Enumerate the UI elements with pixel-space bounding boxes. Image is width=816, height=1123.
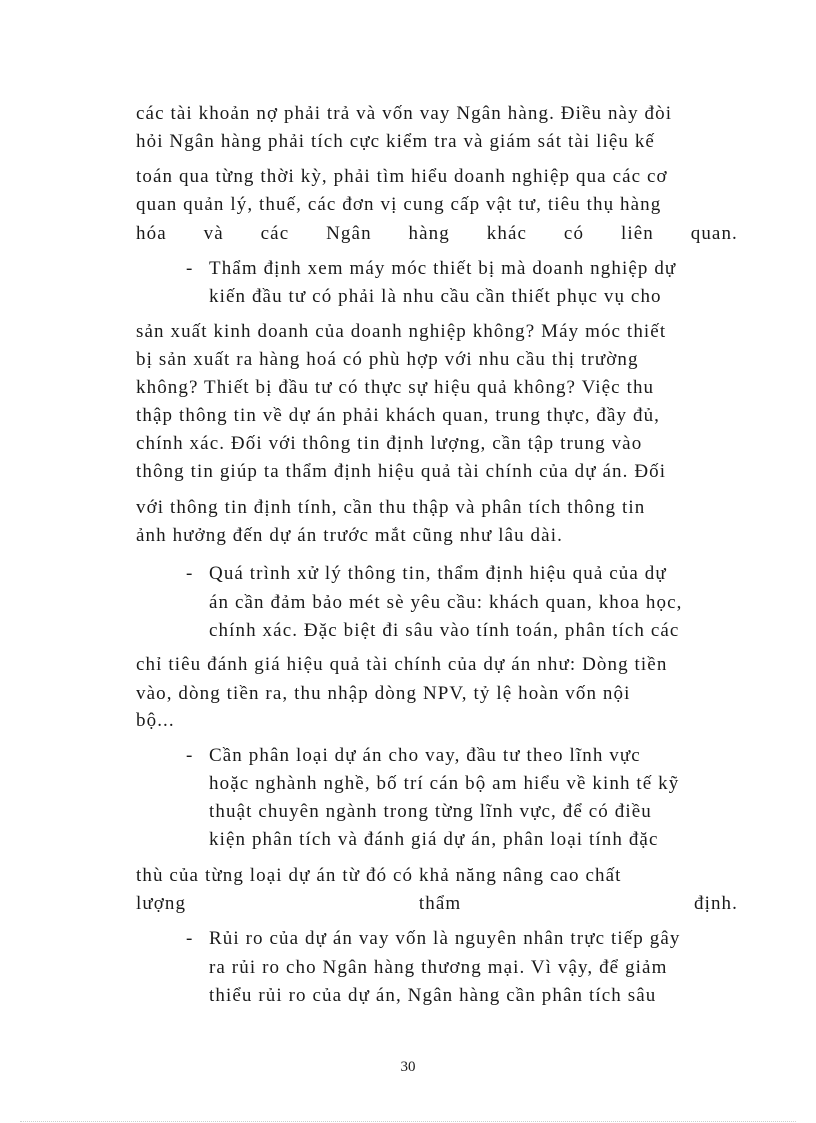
body-text-line: thông tin giúp ta thẩm định hiệu quả tài chính của dự án. Đối [136, 461, 667, 482]
body-text-line: không? Thiết bị đầu tư có thực sự hiệu quả không? Việc thu [136, 377, 655, 398]
body-text-line: chỉ tiêu đánh giá hiệu quả tài chính của dự án như: Dòng tiền [136, 654, 668, 675]
body-text-line: ảnh hưởng đến dự án trước mắt cũng như lâu dài. [136, 525, 563, 546]
bullet-text-line: kiện phân tích và đánh giá dự án, phân loại tính đặc [209, 829, 659, 850]
body-text-line: bị sản xuất ra hàng hoá có phù hợp với nhu cầu thị trường [136, 349, 639, 370]
body-text-line: bộ... [136, 710, 175, 731]
bullet-text-line: chính xác. Đặc biệt đi sâu vào tính toán, phân tích các [209, 620, 680, 641]
body-text-line: chính xác. Đối với thông tin định lượng, cần tập trung vào [136, 433, 643, 454]
word: khác [486, 223, 528, 244]
justified-last-line [136, 220, 738, 248]
body-text-line: sản xuất kinh doanh của doanh nghiệp không? Máy móc thiết [136, 321, 667, 342]
word: hóa [136, 223, 167, 244]
bullet-text-line: Thẩm định xem máy móc thiết bị mà doanh nghiệp dự [209, 258, 677, 279]
word: định. [693, 893, 738, 914]
word: hàng [408, 223, 450, 244]
word: và [203, 223, 224, 244]
bullet-text-line: hoặc nghành nghề, bố trí cán bộ am hiểu về kinh tế kỹ [209, 773, 680, 794]
bullet-text-line: án cần đảm bảo mét sè yêu cầu: khách quan, khoa học, [209, 592, 683, 613]
bullet-text-line: thuật chuyên ngành trong từng lĩnh vực, để có điều [209, 801, 652, 822]
word: quan. [690, 223, 738, 244]
page-number: 30 [400, 1059, 416, 1075]
bullet-text-line: kiến đầu tư có phải là nhu cầu cần thiết phục vụ cho [209, 286, 662, 307]
body-text-line: toán qua từng thời kỳ, phải tìm hiểu doanh nghiệp qua các cơ [136, 166, 668, 187]
body-text-line: hỏi Ngân hàng phải tích cực kiểm tra và giám sát tài liệu kế [136, 131, 655, 152]
bullet-text-line: Rủi ro của dự án vay vốn là nguyên nhân trực tiếp gây [209, 928, 681, 949]
body-text-line: thù của từng loại dự án từ đó có khả năng nâng cao chất [136, 865, 622, 886]
bullet-text-line: thiểu rủi ro của dự án, Ngân hàng cần phân tích sâu [209, 985, 657, 1006]
word: có [563, 223, 585, 244]
page-bottom-border [20, 1121, 796, 1122]
bullet-dash: - [186, 745, 193, 766]
word: lượng [136, 893, 187, 914]
bullet-text-line: Cần phân loại dự án cho vay, đầu tư theo lĩnh vực [209, 745, 641, 766]
word: thẩm [418, 893, 462, 914]
body-text-line: vào, dòng tiền ra, thu nhập dòng NPV, tỷ lệ hoàn vốn nội [136, 683, 631, 704]
word: Ngân [326, 223, 372, 244]
bullet-dash: - [186, 563, 193, 584]
body-text-line: các tài khoản nợ phải trả và vốn vay Ngân hàng. Điều này đòi [136, 103, 673, 124]
bullet-dash: - [186, 928, 193, 949]
bullet-dash: - [186, 258, 193, 279]
bullet-text-line: ra rủi ro cho Ngân hàng thương mại. Vì vậy, để giảm [209, 957, 668, 978]
body-text-line: thập thông tin về dự án phải khách quan, trung thực, đầy đủ, [136, 405, 661, 426]
bullet-text-line: Quá trình xử lý thông tin, thẩm định hiệu quả của dự [209, 563, 667, 584]
word: các [260, 223, 290, 244]
body-text-line: với thông tin định tính, cần thu thập và phân tích thông tin [136, 497, 646, 518]
word: liên [620, 223, 654, 244]
justified-last-line [136, 890, 738, 918]
body-text-line: quan quản lý, thuế, các đơn vị cung cấp vật tư, tiêu thụ hàng [136, 194, 662, 215]
